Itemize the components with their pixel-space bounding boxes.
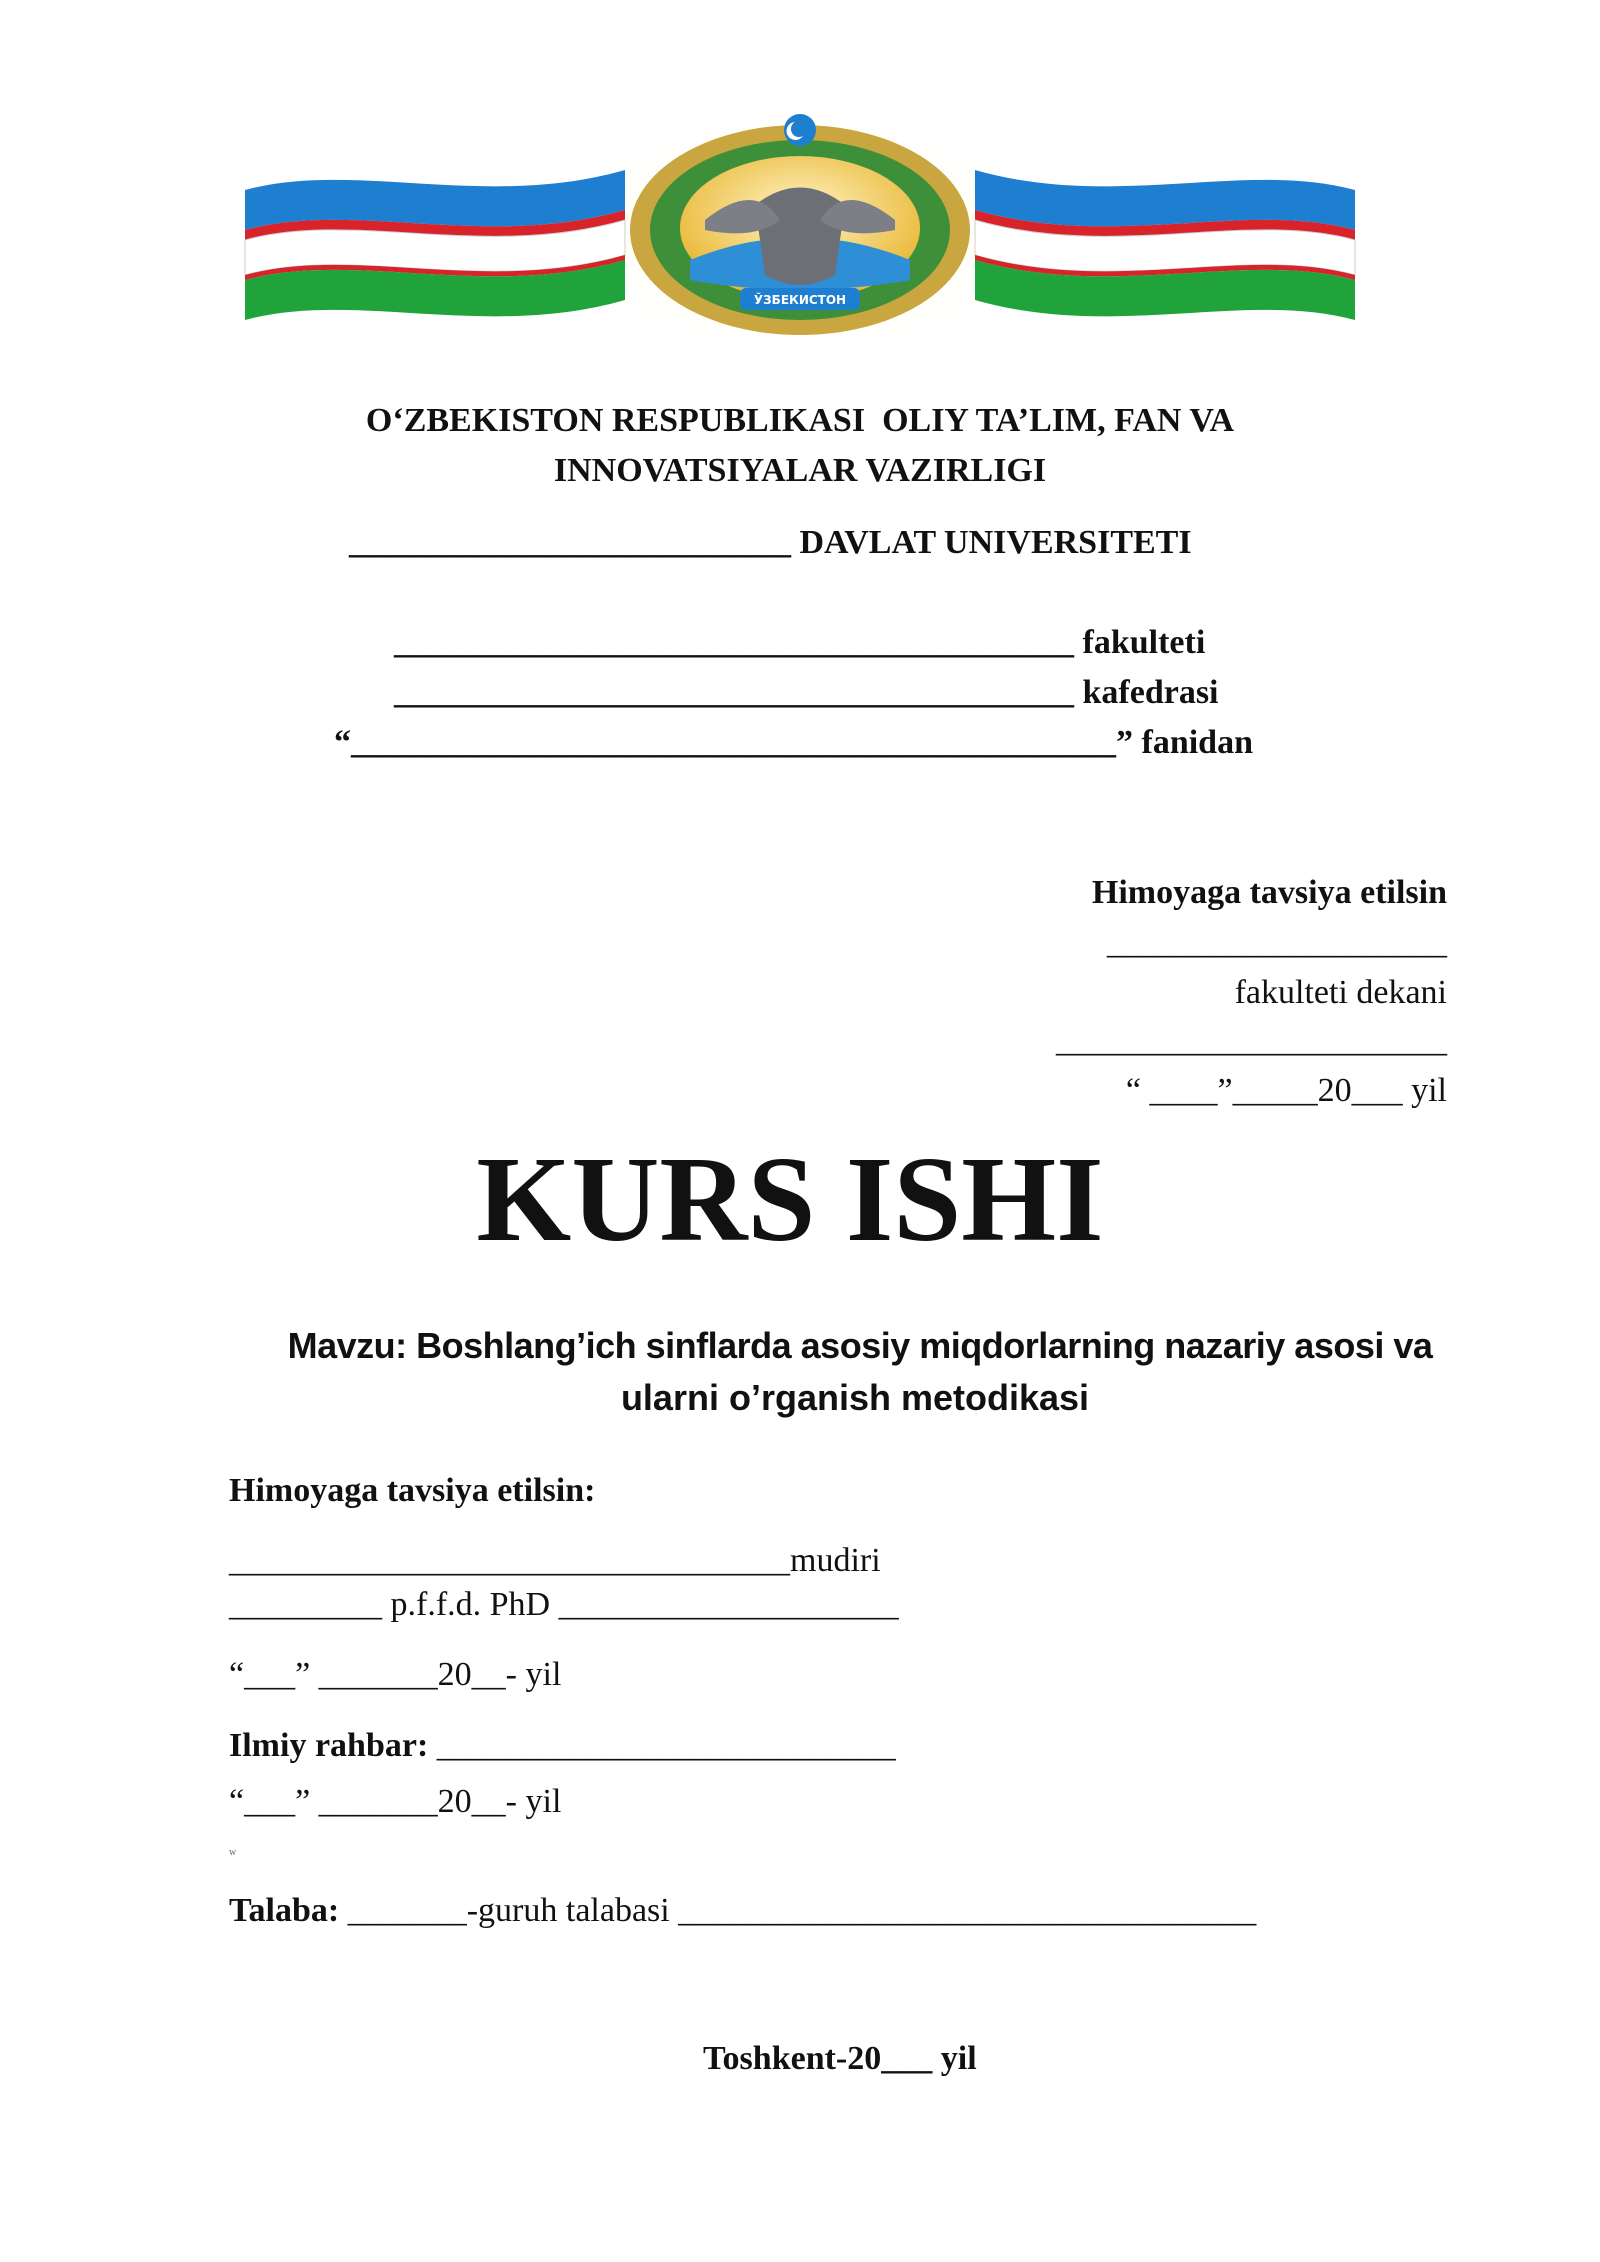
subject-line: “_____________________________________________” fanidan xyxy=(334,724,1253,761)
student-label: Talaba: xyxy=(229,1892,340,1929)
dean-date-line: “ ____”_____20___ yil xyxy=(1125,1072,1447,1109)
stray-mark: w xyxy=(229,1847,237,1858)
chair-degree-line: _________ p.f.f.d. PhD ____________________ xyxy=(229,1586,899,1623)
department-line: ________________________________________ kafedrasi xyxy=(394,674,1219,711)
chair-approval-title: Himoyaga tavsiya etilsin: xyxy=(229,1472,596,1509)
right-flag-ribbon xyxy=(975,170,1355,320)
emblem-inscription: ЎЗБЕКИСТОН xyxy=(753,293,847,307)
left-flag-ribbon xyxy=(245,170,625,320)
student-line: _______-guruh talabasi __________________________________ xyxy=(339,1892,1257,1929)
supervisor-label: Ilmiy rahbar: xyxy=(229,1727,429,1764)
chair-date-line: “___” _______20__- yil xyxy=(229,1656,562,1693)
dean-approval-title: Himoyaga tavsiya etilsin xyxy=(1091,874,1447,911)
dean-signature-line: ____________________ xyxy=(1107,924,1447,961)
topic-line-2: ularni o’rganish metodikasi xyxy=(620,1377,1090,1418)
document-title: KURS ISHI xyxy=(476,1132,1104,1267)
ministry-line-2: INNOVATSIYALAR VAZIRLIGI xyxy=(553,452,1047,489)
chair-head-line: _________________________________mudiri xyxy=(229,1542,881,1579)
faculty-line: ________________________________________ fakulteti xyxy=(394,624,1206,661)
supervisor-line: ___________________________ xyxy=(428,1727,896,1764)
supervisor-row xyxy=(229,1727,896,1765)
dean-role: fakulteti dekani xyxy=(1234,974,1447,1011)
state-emblem-flag-image xyxy=(235,110,1365,360)
topic-line-1: Mavzu: Boshlang’ich sinflarda asosiy miqdorlarning nazariy asosi va xyxy=(287,1325,1433,1366)
supervisor-date-line: “___” _______20__- yil xyxy=(229,1783,562,1820)
student-row xyxy=(229,1892,1256,1930)
dean-name-line: _______________________ xyxy=(1056,1022,1447,1059)
university-line: __________________________ DAVLAT UNIVERSITETI xyxy=(349,524,1192,561)
city-year: Toshkent-20___ yil xyxy=(703,2040,977,2077)
ministry-line-1: O‘ZBEKISTON RESPUBLIKASI OLIY TA’LIM, FAN VA xyxy=(365,402,1235,439)
